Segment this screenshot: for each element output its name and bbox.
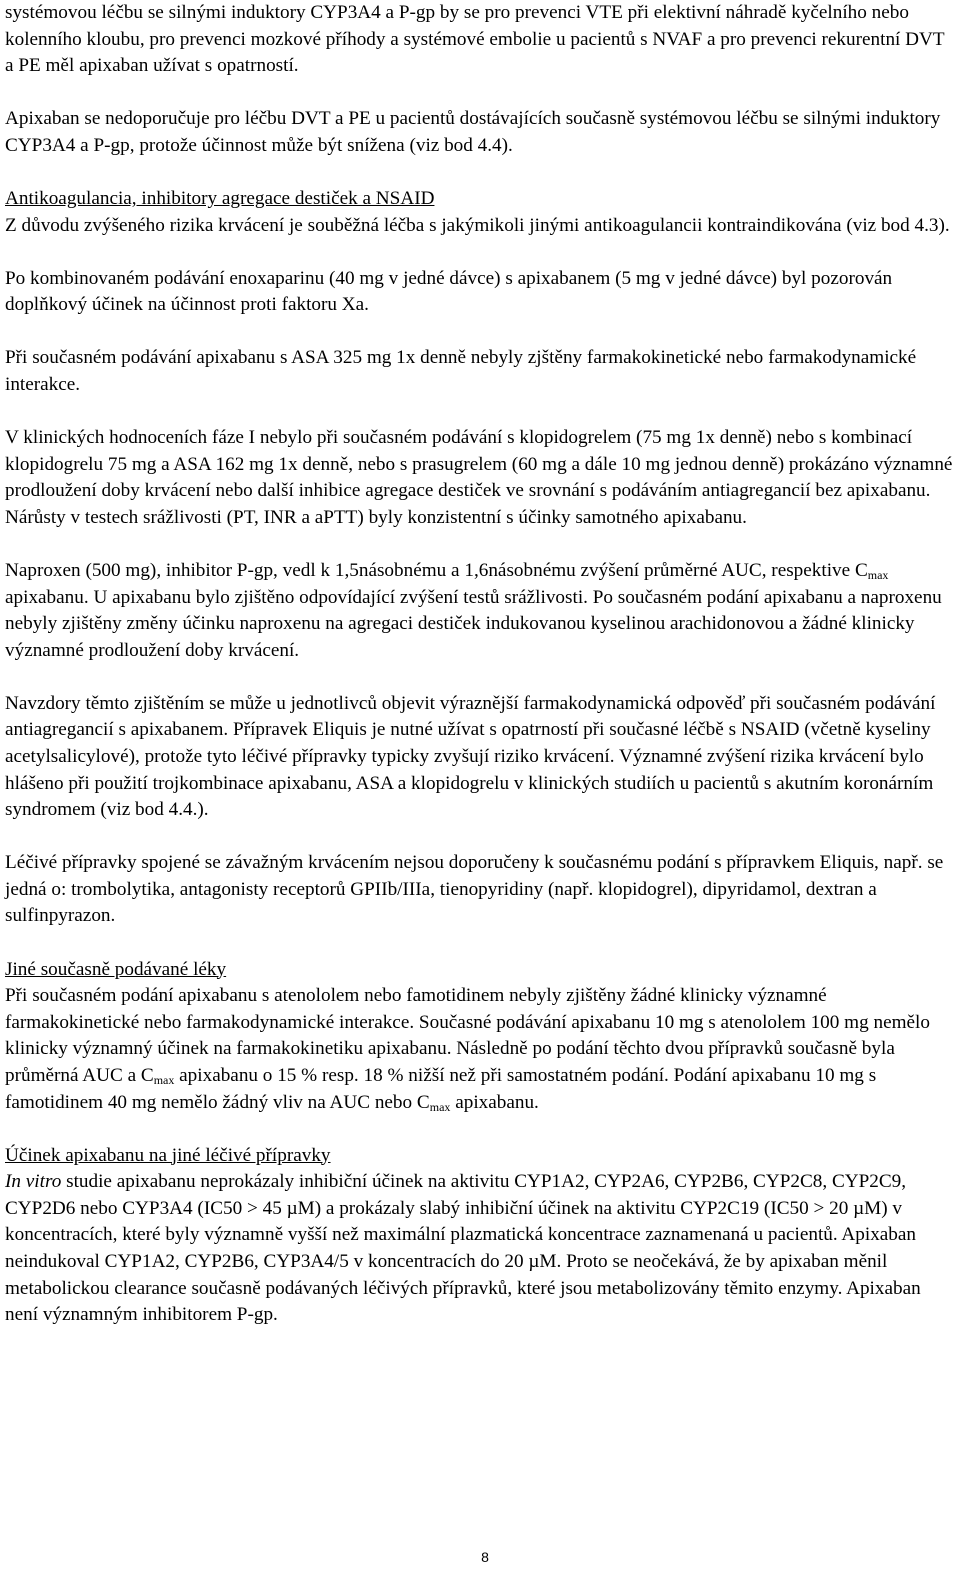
paragraph: Po kombinovaném podávání enoxaparinu (40 mg v jedné dávce) s apixabanem (5 mg v jedné dávce) byl pozorován doplňkový účinek na účinnost proti faktoru Xa. [5,267,893,316]
subscript: max [867,567,889,582]
paragraph [5,983,953,1116]
text-run: studie apixabanu neprokázaly inhibiční účinek na aktivitu CYP1A2, CYP2A6, CYP2B6, CYP2C8, CYP2C9, CYP2D6 nebo CYP3A4 (IC50 > 45 µM) a prokázaly slabý inhibiční účinek na aktivitu CYP2C19 (IC50 > 20 µM) v koncentracích, které byly významně vyšší než maximální plazmatická koncentrace zaznamenaná u pacientů. Apixaban neindukoval CYP1A2, CYP2B6, CYP3A4/5 v koncentracích do 20 µM. Proto se neočekává, že by apixaban měnil metabolickou clearance současně podávaných léčivých přípravků, které jsou metabolizovány těmito enzymy. Apixaban není významným inhibitorem P-gp. [5,1171,921,1326]
subscript: max [429,1099,451,1114]
paragraph: Léčivé přípravky spojené se závažným krvácením nejsou doporučeny k současnému podání s přípravkem Eliquis, např. se jedná o: trombolytika, antagonisty receptorů GPIIb/IIIa, tienopyridiny (např. klopidogrel), dipyridamol, dextran a sulfinpyrazon. [5,852,944,927]
paragraph: systémovou léčbu se silnými induktory CYP3A4 a P-gp by se pro prevenci VTE při elektivní náhradě kyčelního nebo kolenního kloubu, pro prevenci mozkové příhody a systémové embolie u pacientů s NVAF a pro prevenci rekurentní DVT a PE měl apixaban užívat s opatrností. [5,2,945,77]
text-run: Při současném podání apixabanu s atenololem nebo famotidinem nebyly zjištěny žádné klinicky významné farmakokinetické nebo farmakodynamické interakce. Současné podávání apixabanu 10 mg s atenololem 100 mg nemělo klinicky významný účinek na farmakokinetiku apixabanu. Následně po podání těchto dvou přípravků současně byla průměrná AUC a C [5,985,930,1086]
page-number: 8 [481,1549,489,1565]
section-heading: Antikoagulancia, inhibitory agregace destiček a NSAID [5,187,435,209]
section-heading: Jiné současně podávané léky [5,958,227,980]
section-heading: Účinek apixabanu na jiné léčivé přípravky [5,1144,331,1166]
paragraph: Při současném podávání apixabanu s ASA 325 mg 1x denně nebyly zjštěny farmakokinetické nebo farmakodynamické interakce. [5,347,917,395]
text-run: apixabanu o 15 % resp. 18 % nižší než při samostatném podání. Podání apixabanu 10 mg s famotidinem 40 mg nemělo žádný vliv na AUC nebo C [5,1064,877,1113]
paragraph: Z důvodu zvýšeného rizika krvácení je souběžná léčba s jakýmikoli jinými antikoagulancii kontraindikována (viz bod 4.3). [5,214,950,236]
paragraph: Navzdory těmto zjištěním se může u jednotlivců objevit výraznější farmakodynamická odpověď při současném podávání antiagregancií s apixabanem. Přípravek Eliquis je nutné užívat s opatrností při současné léčbě s NSAID (včetně kyseliny acetylsalicylové), protože tyto léčivé přípravky typicky zvyšují riziko krvácení. Významné zvýšení rizika krvácení bylo hlášeno při použití trojkombinace apixabanu, ASA a klopidogrelu v klinických studiích u pacientů s akutním koronárním syndromem (viz bod 4.4.). [5,692,936,821]
paragraph: V klinických hodnoceních fáze I nebylo při současném podávání s klopidogrelem (75 mg 1x denně) nebo s kombinací klopidogrelu 75 mg a ASA 162 mg 1x denně, nebo s prasugrelem (60 mg a dále 10 mg jednou denně) prokázáno významné prodloužení doby krvácení nebo další inhibice agregace destiček ve srovnání s podáváním antiagregancií bez apixabanu. Nárůsty v testech srážlivosti (PT, INR a aPTT) byly konzistentní s účinky samotného apixabanu. [5,427,953,528]
subscript: max [153,1072,175,1087]
paragraph [5,1169,953,1329]
text-run: apixabanu. U apixabanu bylo zjištěno odpovídající zvýšení testů srážlivosti. Po současném podání apixabanu a naproxenu nebyly zjištěny změny účinku naproxenu na agregaci destiček indukovanou kyselinou arachidonovou a žádné klinicky významné prodloužení doby krvácení. [5,586,942,661]
italic-text: In vitro [5,1171,62,1193]
document-body [5,0,953,1329]
text-run: apixabanu. [450,1091,539,1113]
text-run: Naproxen (500 mg), inhibitor P-gp, vedl k 1,5násobnému a 1,6násobnému zvýšení průměrné AUC, respektive C [5,559,868,581]
paragraph: Apixaban se nedoporučuje pro léčbu DVT a PE u pacientů dostávajících současně systémovou léčbu se silnými induktory CYP3A4 a P-gp, protože účinnost může být snížena (viz bod 4.4). [5,108,941,156]
paragraph [5,558,953,664]
